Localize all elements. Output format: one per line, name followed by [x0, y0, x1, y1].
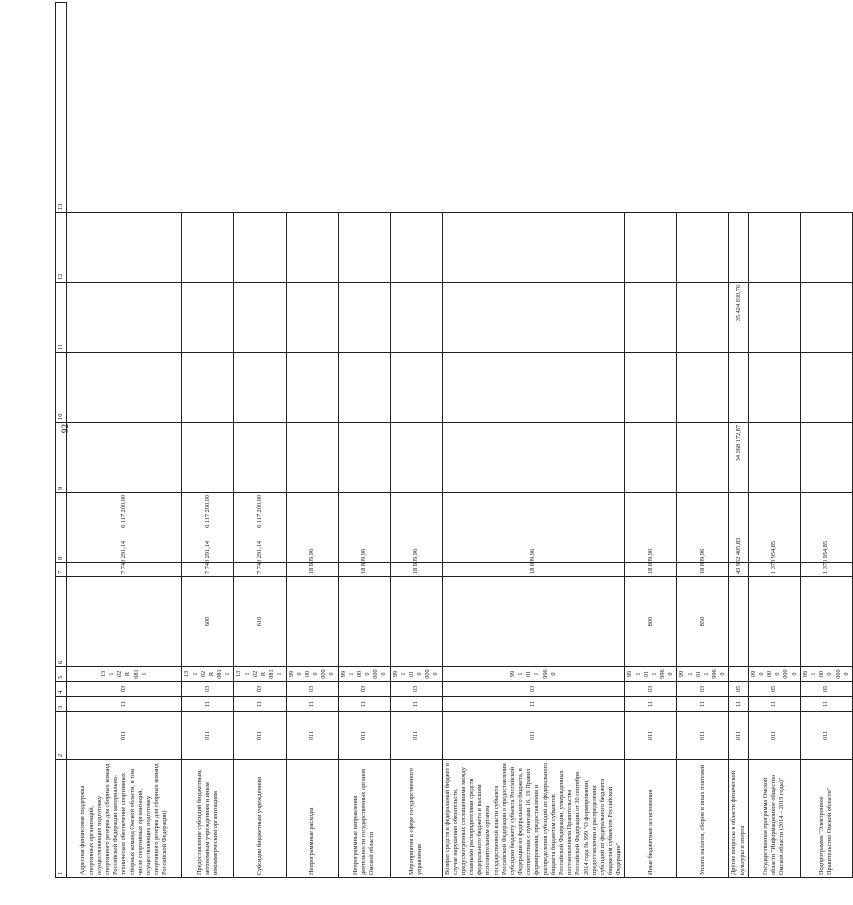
cell-c11: [390, 353, 442, 423]
cell-c12: [677, 283, 729, 353]
row-description: Возврат средств в федеральный бюджет в случае нарушения обязательств, предусмотренных соглашениями между главными распорядителями средств федерального бюджета и высшим исполнительным органом государственной власти субъекта Российской Федерации о предоставлении субсидии бюджету субъекта Российской Федерации из федерального бюджета, в соответствии с пунктами 16, 19 Правил формирования, предоставления и распределения субсидий из федерального бюджета бюджетам субъектов Российской Федерации, утвержденных постановлением Правительства Российской Федерации от 30 сентября 2014 года № 999 "О формировании, предоставлении и распределении субсидий из федерального бюджета бюджетам субъектов Российской Федерации": [442, 760, 625, 878]
header-cell: 3: [56, 697, 67, 712]
cell-c11: [338, 353, 390, 423]
header-cell: 5: [56, 667, 67, 682]
cell-c8: 18 809,96: [677, 563, 729, 577]
cell-c3: 011: [625, 712, 677, 760]
cell-c8: 1 370 954,85: [748, 563, 800, 577]
cell-c10: [286, 423, 338, 493]
cell-c11: [800, 353, 852, 423]
cell-c7: [286, 577, 338, 667]
row-description: Иные бюджетные ассигнования: [625, 760, 677, 878]
cell-c3: 011: [286, 712, 338, 760]
cell-c4: 11: [182, 697, 234, 712]
header-cell: 4: [56, 682, 67, 697]
cell-c13: [800, 213, 852, 283]
cell-c13: [625, 213, 677, 283]
cell-c8: 18 809,96: [625, 563, 677, 577]
table-row: [800, 3, 852, 878]
row-description: Государственная программа Омской области "Информационное общество Омской области (2014 – 2019 годы)": [748, 760, 800, 878]
header-cell: 2: [56, 712, 67, 760]
table-row: [338, 3, 390, 878]
cell-c3: 011: [677, 712, 729, 760]
row-description: Субсидии бюджетным учреждениям: [234, 760, 286, 878]
table-row: [729, 3, 748, 878]
cell-c12: [338, 283, 390, 353]
cell-c9: 6 117 200,00: [182, 493, 234, 563]
table-row: [234, 3, 286, 878]
cell-c4: 11: [442, 697, 625, 712]
cell-c11: [286, 353, 338, 423]
header-cell: 8: [56, 493, 67, 563]
table-row: [390, 3, 442, 878]
cell-c4: 11: [625, 697, 677, 712]
cell-c7: [67, 577, 182, 667]
cell-c13: [677, 213, 729, 283]
row-description: Непрограммные направления деятельности государственных органов Омской области: [338, 760, 390, 878]
cell-c3: 011: [67, 712, 182, 760]
header-cell: 7: [56, 563, 67, 577]
cell-c6: 09 1 00 0 000 0: [800, 667, 852, 682]
cell-c5: 05: [729, 682, 748, 697]
row-description: Подпрограмма "Электронное Правительство Омской области": [800, 760, 852, 878]
cell-c5: 05: [800, 682, 852, 697]
cell-c8: 7 743 291,14: [67, 563, 182, 577]
cell-c12: [390, 283, 442, 353]
cell-c4: 11: [748, 697, 800, 712]
cell-c10: [390, 423, 442, 493]
table-row: [182, 3, 234, 878]
cell-c4: 11: [338, 697, 390, 712]
cell-c11: [625, 353, 677, 423]
cell-c11: [67, 353, 182, 423]
cell-c8: 43 952 405,83: [729, 563, 748, 577]
cell-c9: 6 117 200,00: [67, 493, 182, 563]
cell-c13: [234, 213, 286, 283]
cell-c12: [234, 283, 286, 353]
cell-c3: 011: [234, 712, 286, 760]
cell-c7: 800: [625, 577, 677, 667]
cell-c13: [390, 213, 442, 283]
cell-c11: [677, 353, 729, 423]
cell-c6: 13 1 02 R 081 1: [182, 667, 234, 682]
cell-c10: 34 368 172,87: [729, 423, 748, 493]
header-cell: 10: [56, 353, 67, 423]
cell-c5: 03: [67, 682, 182, 697]
cell-c10: [625, 423, 677, 493]
row-description: Адресная финансовая поддержка спортивных организаций, осуществляющих подготовку спортивного резерва для сборных команд Российской Федерации материально-техническое обеспечение спортивных сборных команд Омской области, в том числе спортивных организаций, осуществляющих подготовку спортивного резерва для сборных команд Российской Федерации): [67, 760, 182, 878]
cell-c7: 600: [182, 577, 234, 667]
cell-c8: 1 370 954,85: [800, 563, 852, 577]
row-description: Уплата налогов, сборов и иных платежей: [677, 760, 729, 878]
header-cell: 6: [56, 577, 67, 667]
cell-c10: [748, 423, 800, 493]
cell-c6: 13 1 02 R 081 1: [67, 667, 182, 682]
cell-c12: [748, 283, 800, 353]
cell-c8: 18 809,96: [390, 563, 442, 577]
cell-c11: [729, 353, 748, 423]
cell-c3: 011: [729, 712, 748, 760]
cell-c6: 99 1 01 1 996 0: [677, 667, 729, 682]
cell-c5: 03: [625, 682, 677, 697]
cell-c8: 18 809,96: [442, 563, 625, 577]
cell-c10: [338, 423, 390, 493]
cell-c4: 11: [677, 697, 729, 712]
cell-c5: 03: [234, 682, 286, 697]
table-row: [625, 3, 677, 878]
cell-c10: [677, 423, 729, 493]
cell-c6: 99 0 00 0 000 0: [286, 667, 338, 682]
cell-c12: [800, 283, 852, 353]
cell-c4: 11: [390, 697, 442, 712]
cell-c5: 03: [286, 682, 338, 697]
cell-c8: 18 809,96: [286, 563, 338, 577]
cell-c6: 99 1 00 0 000 0: [338, 667, 390, 682]
cell-c4: 11: [729, 697, 748, 712]
cell-c7: [442, 577, 625, 667]
cell-c3: 011: [442, 712, 625, 760]
cell-c4: 11: [234, 697, 286, 712]
cell-c8: 7 743 291,14: [234, 563, 286, 577]
row-description: Другие вопросы в области физической культуры и спорта: [729, 760, 748, 878]
cell-c7: [390, 577, 442, 667]
cell-c7: [338, 577, 390, 667]
cell-c7: [729, 577, 748, 667]
cell-c7: 850: [677, 577, 729, 667]
header-cell: 12: [56, 213, 67, 283]
cell-c5: 05: [748, 682, 800, 697]
cell-c12: [182, 283, 234, 353]
cell-c12: [442, 283, 625, 353]
cell-c3: 011: [338, 712, 390, 760]
cell-c13: [442, 213, 625, 283]
table-row: [67, 3, 182, 878]
header-cell: 1: [56, 760, 67, 878]
cell-c4: 11: [67, 697, 182, 712]
table-row: [748, 3, 800, 878]
cell-c13: [182, 213, 234, 283]
cell-c11: [748, 353, 800, 423]
cell-c13: [729, 213, 748, 283]
cell-c8: 7 743 291,14: [182, 563, 234, 577]
header-cell: 13: [56, 3, 67, 213]
cell-c6: 13 1 02 R 081 1: [234, 667, 286, 682]
table-row: [286, 3, 338, 878]
cell-c6: 99 1 01 1 996 0: [442, 667, 625, 682]
header-cell: 11: [56, 283, 67, 353]
cell-c5: 03: [677, 682, 729, 697]
table-row: [677, 3, 729, 878]
cell-c10: [67, 423, 182, 493]
cell-c6: 99 1 01 0 000 0: [390, 667, 442, 682]
cell-c3: 011: [390, 712, 442, 760]
cell-c7: 610: [234, 577, 286, 667]
cell-c3: 011: [800, 712, 852, 760]
cell-c3: 011: [748, 712, 800, 760]
cell-c9: 6 117 200,00: [234, 493, 286, 563]
cell-c8: 18 809,96: [338, 563, 390, 577]
cell-c10: [442, 423, 625, 493]
cell-c10: [234, 423, 286, 493]
cell-c12: [286, 283, 338, 353]
cell-c11: [182, 353, 234, 423]
page-number: 92: [60, 424, 70, 433]
cell-c12: 35 424 030,76: [729, 283, 748, 353]
row-description: Предоставление субсидий бюджетным, автономным учреждениям и иным некоммерческим организациям: [182, 760, 234, 878]
cell-c6: 09 0 00 0 000 0: [748, 667, 800, 682]
cell-c12: [67, 283, 182, 353]
cell-c7: [800, 577, 852, 667]
cell-c13: [748, 213, 800, 283]
cell-c11: [234, 353, 286, 423]
cell-c6: [729, 667, 748, 682]
budget-table: [55, 2, 853, 878]
cell-c13: [286, 213, 338, 283]
cell-c5: 03: [442, 682, 625, 697]
table-row: [442, 3, 625, 878]
cell-c12: [625, 283, 677, 353]
cell-c3: 011: [182, 712, 234, 760]
cell-c10: [182, 423, 234, 493]
cell-c13: [338, 213, 390, 283]
cell-c7: [748, 577, 800, 667]
header-row: [56, 3, 67, 878]
cell-c13: [67, 213, 182, 283]
cell-c11: [442, 353, 625, 423]
cell-c5: 03: [338, 682, 390, 697]
row-description: Непрограммные расходы: [286, 760, 338, 878]
cell-c5: 03: [390, 682, 442, 697]
cell-c6: 99 1 01 1 996 0: [625, 667, 677, 682]
cell-c4: 11: [800, 697, 852, 712]
header-cell: 9: [56, 423, 67, 493]
cell-c10: [800, 423, 852, 493]
cell-c4: 11: [286, 697, 338, 712]
cell-c5: 03: [182, 682, 234, 697]
row-description: Мероприятия в сфере государственного управления: [390, 760, 442, 878]
budget-table-container: [55, 3, 850, 878]
